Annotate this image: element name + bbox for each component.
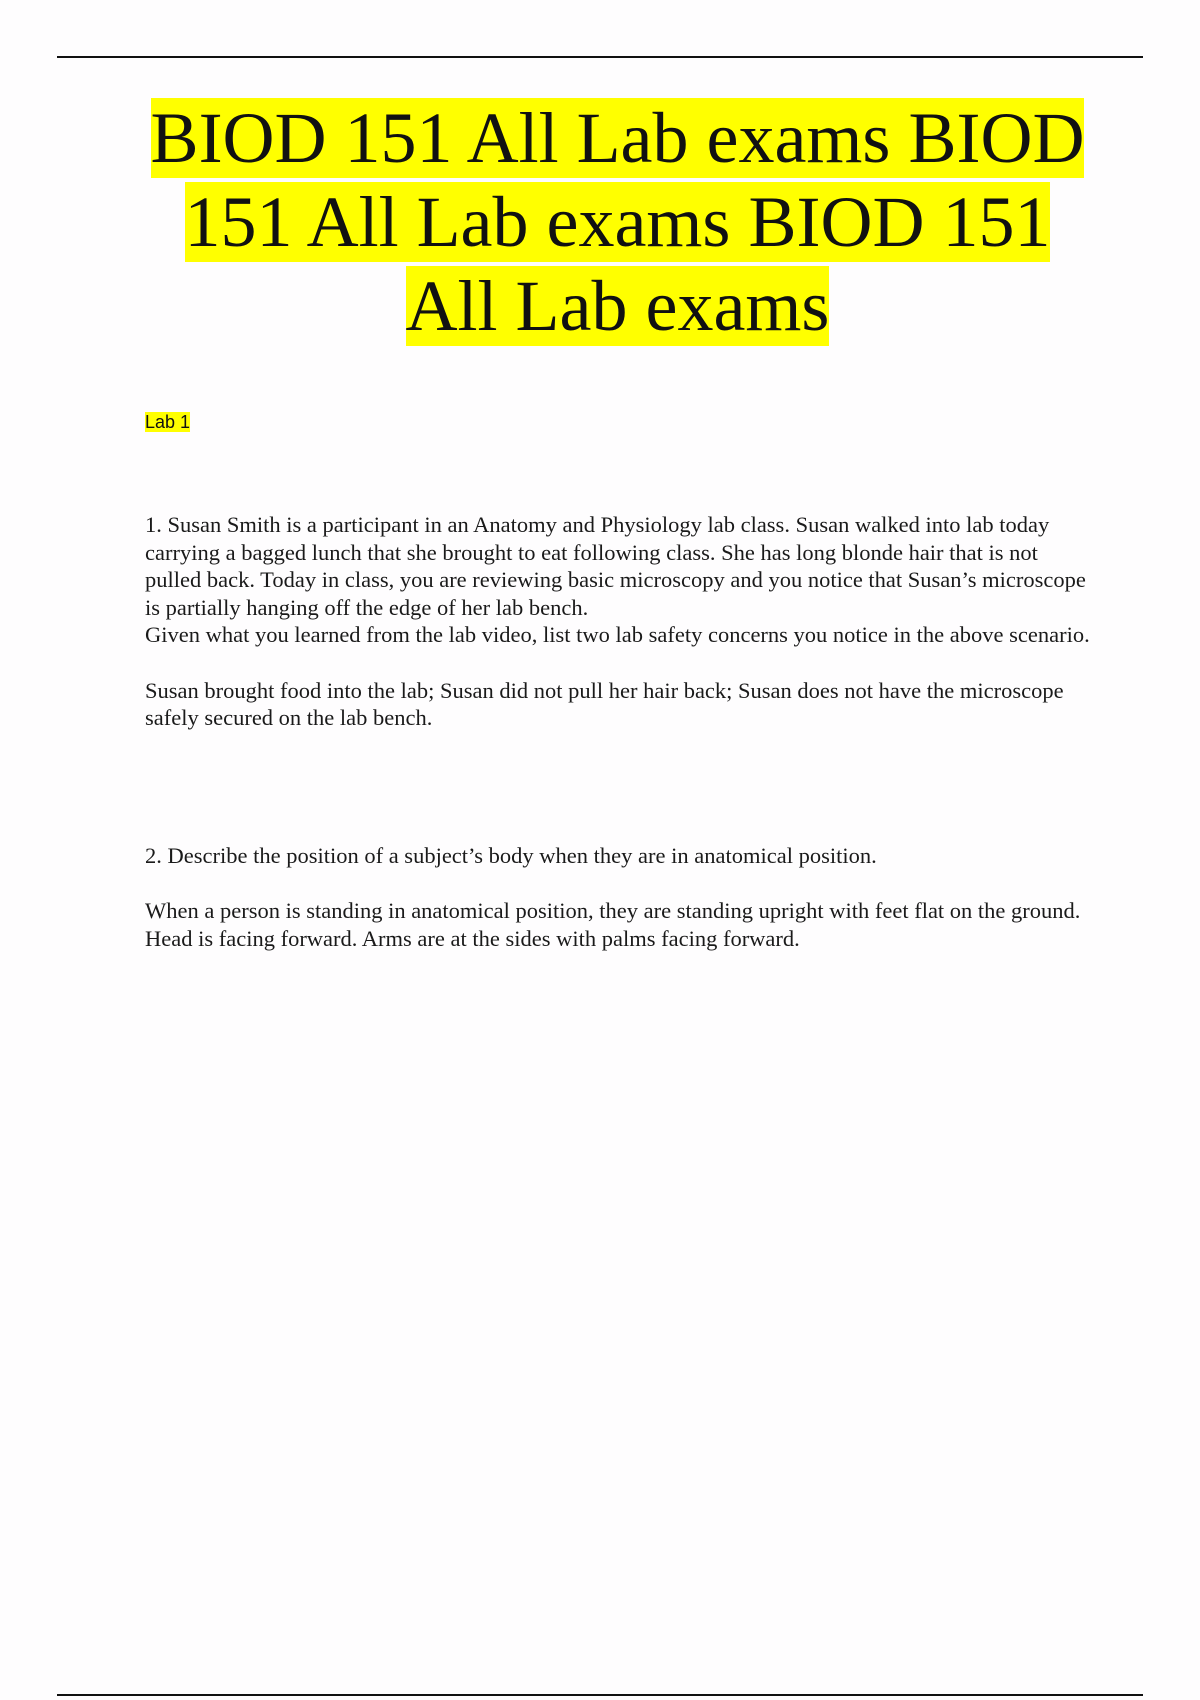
title-highlight: BIOD 151 All Lab exams BIOD 151 All Lab exams BIOD 151 All Lab exams [150, 98, 1085, 346]
section-heading [145, 410, 190, 434]
document-body [145, 511, 1090, 952]
question-2-text: 2. Describe the position of a subject’s body when they are in anatomical position. [145, 842, 877, 868]
document-title [145, 96, 1090, 348]
answer-1-text: Susan brought food into the lab; Susan did not pull her hair back; Susan does not have the microscope safely secured on the lab bench. [145, 677, 1064, 730]
document-page [145, 96, 1090, 951]
top-rule [57, 56, 1143, 58]
bottom-rule [57, 1694, 1143, 1696]
section-heading-label: Lab 1 [145, 412, 191, 432]
question-1-prompt: Given what you learned from the lab video, list two lab safety concerns you notice in the above scenario. [145, 622, 1090, 647]
question-1-text: 1. Susan Smith is a participant in an Anatomy and Physiology lab class. Susan walked into lab today carrying a bagged lunch that she brought to eat following class. She has long blonde hair that is not pulled back. Today in class, you are reviewing basic microscopy and you notice that Susan’s microscope is partially hanging off the edge of her lab bench. [145, 512, 1086, 620]
answer-2-text: When a person is standing in anatomical position, they are standing upright with feet flat on the ground. Head is facing forward. Arms are at the sides with palms facing forward. [145, 898, 1081, 951]
